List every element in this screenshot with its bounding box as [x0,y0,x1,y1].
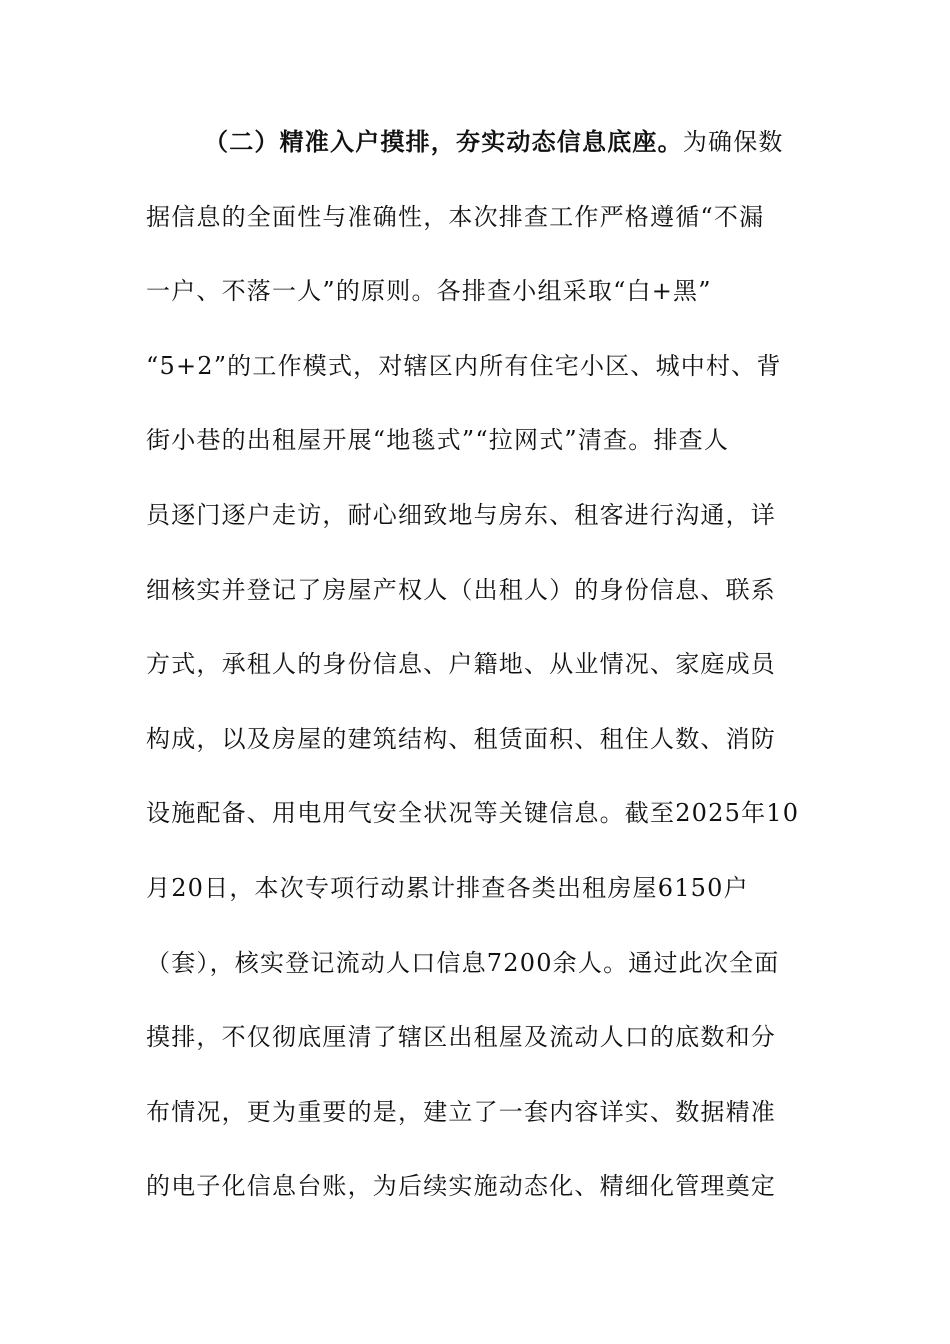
body-paragraph [146,120,816,1239]
paragraph-line: （套），核实登记流动人口信息7200余人。通过此次全面 [146,948,780,977]
paragraph-line: 的电子化信息台账，为后续实施动态化、精细化管理奠定 [146,1172,776,1201]
paragraph-line: 方式，承租人的身份信息、户籍地、从业情况、家庭成员 [146,650,776,679]
paragraph-line: 细核实并登记了房屋产权人（出租人）的身份信息、联系 [146,575,776,604]
paragraph-line: 构成，以及房屋的建筑结构、租赁面积、租住人数、消防 [146,724,776,753]
paragraph-line: 街小巷的出租屋开展“地毯式”“拉网式”清查。排查人 [146,426,730,455]
paragraph-line: 据信息的全面性与准确性，本次排查工作严格遵循“不漏 [146,202,765,231]
paragraph-line: “5+2”的工作模式，对辖区内所有住宅小区、城中村、背 [146,351,782,380]
paragraph-line: 设施配备、用电用气安全状况等关键信息。截至2025年10 [146,799,800,828]
paragraph-line: 一户、不落一人”的原则。各排查小组采取“白+黑” [146,277,712,306]
paragraph-line: 员逐门逐户走访，耐心细致地与房东、租客进行沟通，详 [146,500,776,529]
paragraph-line: 月20日，本次专项行动累计排查各类出租房屋6150户 [146,873,749,902]
paragraph-line [146,120,816,195]
paragraph-line: 布情况，更为重要的是，建立了一套内容详实、数据精准 [146,1097,776,1126]
paragraph-line: 摸排，不仅彻底厘清了辖区出租屋及流动人口的底数和分 [146,1023,776,1052]
line-text: 为确保数 [682,128,784,156]
section-heading: （二）精准入户摸排，夯实动态信息底座。 [204,127,683,156]
